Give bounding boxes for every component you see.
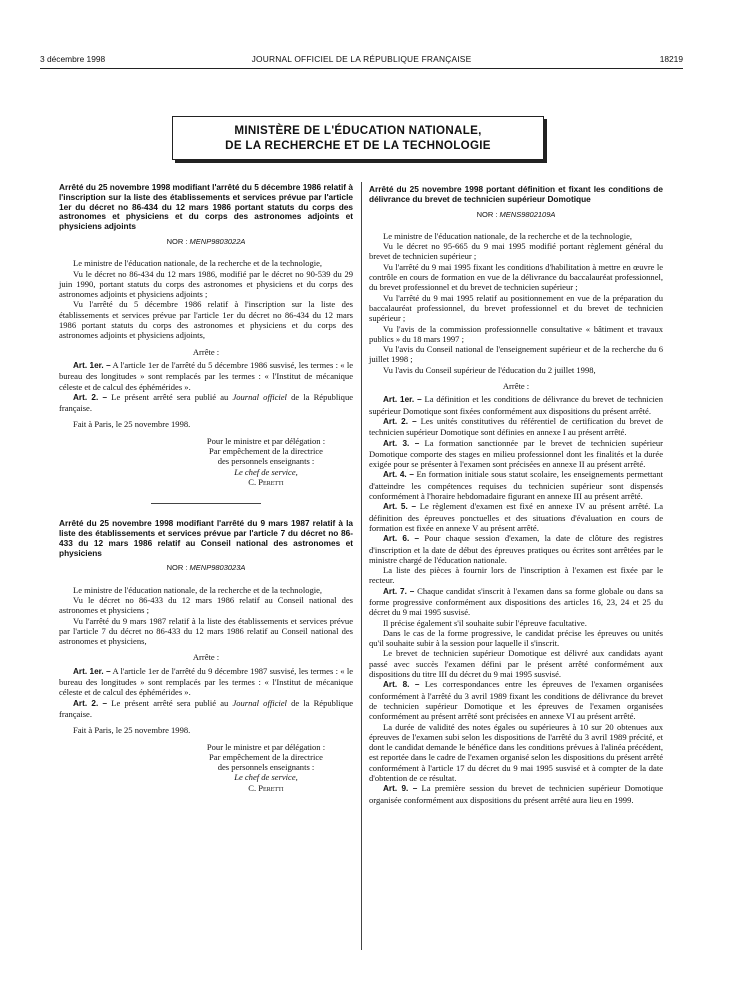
right-column [369, 185, 663, 805]
arrete-heading: Arrête : [502, 381, 530, 392]
article-text: de la République française. [59, 391, 354, 414]
nor-reference [59, 237, 353, 247]
nor-code: MENP9803022A [189, 236, 246, 246]
article [369, 501, 663, 533]
nor-code: MENS9802109A [499, 209, 556, 219]
article-label: Art. 2. – [383, 416, 417, 426]
left-column [59, 183, 353, 793]
header-journal-title: JOURNAL OFFICIEL DE LA RÉPUBLIQUE FRANÇAISE [251, 54, 472, 64]
visa: Vu l'avis de la commission professionnelle consultative « bâtiment et travaux publics » du 18 mars 1997 ; [369, 323, 663, 344]
article [59, 698, 353, 720]
ministry-line-2: DE LA RECHERCHE ET DE LA TECHNOLOGIE [225, 139, 491, 152]
article-label: Art. 7. – [383, 586, 415, 596]
signature-line: des personnels enseignants : [217, 762, 315, 773]
signature-block [179, 436, 353, 487]
article-text: La définition et les conditions de délivrance du brevet de technicien supérieur Domotique sont fixées conformément aux dispositions du présent arrêté. [369, 394, 663, 416]
visa: Vu l'avis du Conseil national de l'enseignement supérieur et de la recherche du 6 juillet 1998 ; [369, 344, 663, 365]
article-paragraph: Il précise également s'il souhaite subir l'épreuve facultative. [383, 617, 587, 628]
visa: Vu le décret no 86-433 du 12 mars 1986 relatif au Conseil national des astronomes et physiciens ; [59, 595, 353, 616]
signature-line: Par empêchement de la directrice [209, 446, 323, 457]
header-page-number: 18219 [659, 54, 683, 64]
article-text: Chaque candidat s'inscrit à l'examen dans sa forme globale ou dans sa forme progressive conformément aux dispositions des articles 16, 23, 24 et 25 du décret du 9 mai 1995 susvisé. [369, 585, 663, 618]
article-text: A l'article 1er de l'arrêté du 9 décembre 1987 susvisé, les termes : « le bureau des longitudes » sont remplacés par les termes : « l'Institut de mécanique céleste et de calcul des éphémérides ». [59, 665, 353, 698]
article [59, 360, 353, 392]
arrete-heading: Arrête : [192, 652, 220, 663]
ministry-box [172, 116, 544, 160]
nor-label: NOR : [166, 236, 188, 246]
visa: Vu le décret no 86-434 du 12 mars 1986, modifié par le décret no 90-539 du 29 juin 1990, portant statuts du corps des astronomes et physiciens et du corps des astronomes adjoints et physiciens adjoints ; [59, 268, 353, 300]
decree-title: Arrêté du 25 novembre 1998 modifiant l'arrêté du 9 mars 1987 relatif à la liste des établissements et services prévue par l'article 7 du décret no 86-433 du 12 mars 1986 relatif au Conseil national des astronomes et physiciens [59, 518, 353, 558]
article [369, 783, 663, 805]
article-label: Art. 3. – [383, 438, 420, 448]
article-label: Art. 1er. – [383, 395, 422, 405]
article-paragraph: Le brevet de technicien supérieur Domotique est délivré aux candidats ayant passé avec succès l'examen défini par le présent arrêté conformément aux dispositions du titre III du décret du 9 mai 1995 susvisé. [369, 648, 663, 680]
ministry-line-1: MINISTÈRE DE L'ÉDUCATION NATIONALE, [234, 124, 482, 137]
signature-line: Par empêchement de la directrice [209, 751, 323, 762]
signature-block [179, 742, 353, 793]
visa: Vu l'avis du Conseil supérieur de l'éducation du 2 juillet 1998, [383, 364, 596, 375]
section-separator [151, 503, 261, 504]
article [369, 438, 663, 470]
article [369, 416, 663, 438]
journal-officiel-mention: Journal officiel [232, 697, 287, 708]
nor-label: NOR : [166, 563, 188, 573]
article-label: Art. 9. – [383, 784, 418, 794]
article [369, 469, 663, 501]
article-text: En formation initiale sous statut scolaire, les enseignements permettant d'atteindre les compétences requises du technicien supérieur sont dispensés conformément à l'horaire hebdomadaire figurant en annexe III au présent arrêté. [369, 469, 663, 502]
article [59, 392, 353, 414]
signatory-name: C. Peretti [248, 476, 284, 487]
article-paragraph: Dans le cas de la forme progressive, le candidat précise les épreuves ou unités qu'il souhaite subir à la session pour laquelle il s'inscrit. [369, 627, 663, 649]
article-label: Art. 6. – [383, 534, 420, 544]
decree-title: Arrêté du 25 novembre 1998 portant définition et fixant les conditions de délivrance du brevet de technicien supérieur Domotique [369, 184, 663, 204]
preamble: Le ministre de l'éducation nationale, de la recherche et de la technologie, [383, 230, 633, 241]
page-header [40, 54, 683, 68]
article [369, 533, 663, 565]
article-text: Le présent arrêté sera publié au [111, 697, 229, 708]
article-label: Art. 5. – [383, 502, 417, 512]
article-text: de la République française. [59, 697, 354, 719]
article-text: Pour chaque session d'examen, la date de clôture des registres d'inscription et la date de début des épreuves pratiques ou écrites sont arrêtées par le ministre chargé de l'éducation nationale. [369, 533, 664, 565]
signatory-role: Le chef de service, [234, 772, 298, 783]
article [59, 666, 353, 698]
signature-line: des personnels enseignants : [217, 456, 315, 467]
journal-officiel-mention: Journal officiel [232, 391, 287, 402]
header-date: 3 décembre 1998 [40, 54, 106, 64]
signatory-role: Le chef de service, [234, 466, 298, 477]
signature-line: Pour le ministre et par délégation : [206, 435, 326, 446]
place-date: Fait à Paris, le 25 novembre 1998. [73, 419, 191, 430]
visa: Vu l'arrêté du 9 mai 1995 relatif au positionnement en vue de la préparation du baccalauréat professionnel, du brevet professionnel et du brevet de technicien supérieur ; [369, 292, 663, 324]
article-text: A l'article 1er de l'arrêté du 5 décembre 1986 susvisé, les termes : « le bureau des longitudes » sont remplacés par les termes : « l'Institut de mécanique céleste et de calcul des éphémérides ». [59, 359, 353, 392]
article-paragraph: La liste des pièces à fournir lors de l'inscription à l'examen est fixée par le recteur. [369, 565, 663, 586]
visa: Vu le décret no 95-665 du 9 mai 1995 modifié portant règlement général du brevet de technicien supérieur ; [369, 241, 663, 262]
article-label: Art. 1er. – [73, 666, 111, 676]
arrete-heading: Arrête : [192, 346, 220, 357]
visa: Vu l'arrêté du 9 mars 1987 relatif à la liste des établissements et services prévue par l'article 7 du décret no 86-433 du 12 mars 1986 relatif au Conseil national des astronomes et physiciens, [59, 615, 353, 647]
nor-reference [59, 563, 353, 573]
preamble: Le ministre de l'éducation nationale, de la recherche et de la technologie, [73, 258, 323, 269]
decree-title: Arrêté du 25 novembre 1998 modifiant l'arrêté du 5 décembre 1986 relatif à l'inscription sur la liste des établissements et services prévue par l'article 1er du décret no 86-434 du 12 mars 1986 portant statuts du corps des astronomes et physiciens et du corps des astronomes adjoints et physiciens adjoints [59, 182, 353, 232]
signatory-name: C. Peretti [248, 782, 284, 793]
article-text: La formation sanctionnée par le brevet de technicien supérieur Domotique comporte des stages en milieu professionnel dont les finalités et la durée exigée pour se présenter à l'examen sont précisées en annexe II au présent arrêté. [369, 437, 663, 470]
visa: Vu l'arrêté du 5 décembre 1986 relatif à l'inscription sur la liste des établissements et services prévue par l'article 1er du décret no 86-434 du 12 mars 1986 portant statuts du corps des astronomes et physiciens et du corps des astronomes adjoints et physiciens adjoints, [59, 299, 353, 341]
article-text: Les unités constitutives du référentiel de certification du brevet de technicien supérieur Domotique sont définies en annexe I au présent arrêté. [369, 415, 663, 438]
column-divider [361, 182, 362, 950]
preamble: Le ministre de l'éducation nationale, de la recherche et de la technologie, [73, 584, 323, 595]
nor-code: MENP9803023A [189, 563, 246, 573]
article [369, 586, 663, 618]
article-label: Art. 2. – [73, 698, 108, 708]
article-label: Art. 8. – [383, 680, 420, 690]
article-text: Les correspondances entre les épreuves de l'examen organisées conformément à l'arrêté du 3 avril 1989 fixant les conditions de délivrance du brevet de technicien supérieur Domotique et les épreuves de l'examen organisées conformément au présent arrêté sont précisées en annexe VI au présent arrêté. [369, 679, 663, 722]
header-rule [40, 68, 683, 69]
article-paragraph: La durée de validité des notes égales ou supérieures à 10 sur 20 obtenues aux épreuves de l'examen subi selon les dispositions de l'arrêté du 3 avril 1989 précité, et dont le candidat demande le bénéfice dans les conditions prévues à l'alinéa précédent, est reportée dans le cadre de l'examen organisé selon les dispositions du présent arrêté conformément à l'article 17 du décret du 9 mai 1995 susvisé et à compter de la date d'obtention de ce résultat. [369, 721, 664, 784]
article-label: Art. 2. – [73, 392, 108, 402]
nor-reference [369, 210, 663, 220]
article-text: Le présent arrêté sera publié au [111, 391, 229, 402]
signature-line: Pour le ministre et par délégation : [206, 741, 326, 752]
nor-label: NOR : [476, 209, 498, 219]
article-label: Art. 1er. – [73, 360, 111, 370]
article-text: La première session du brevet de technicien supérieur Domotique organisée conformément aux dispositions du présent arrêté aura lieu en 1999. [369, 783, 664, 805]
article-label: Art. 4. – [383, 470, 414, 480]
place-date: Fait à Paris, le 25 novembre 1998. [73, 725, 191, 736]
article [369, 394, 663, 416]
article [369, 679, 663, 721]
article-text: Le règlement d'examen est fixé en annexe IV au présent arrêté. La définition des épreuves ponctuelles et des situations d'évaluation en cours de formation est fixée en annexe V au présent arrêté. [369, 501, 663, 533]
visa: Vu l'arrêté du 9 mai 1995 fixant les conditions d'habilitation à mettre en œuvre le contrôle en cours de formation en vue de la délivrance du baccalauréat professionnel, du brevet professionnel et du brevet de technicien supérieur ; [369, 261, 663, 293]
